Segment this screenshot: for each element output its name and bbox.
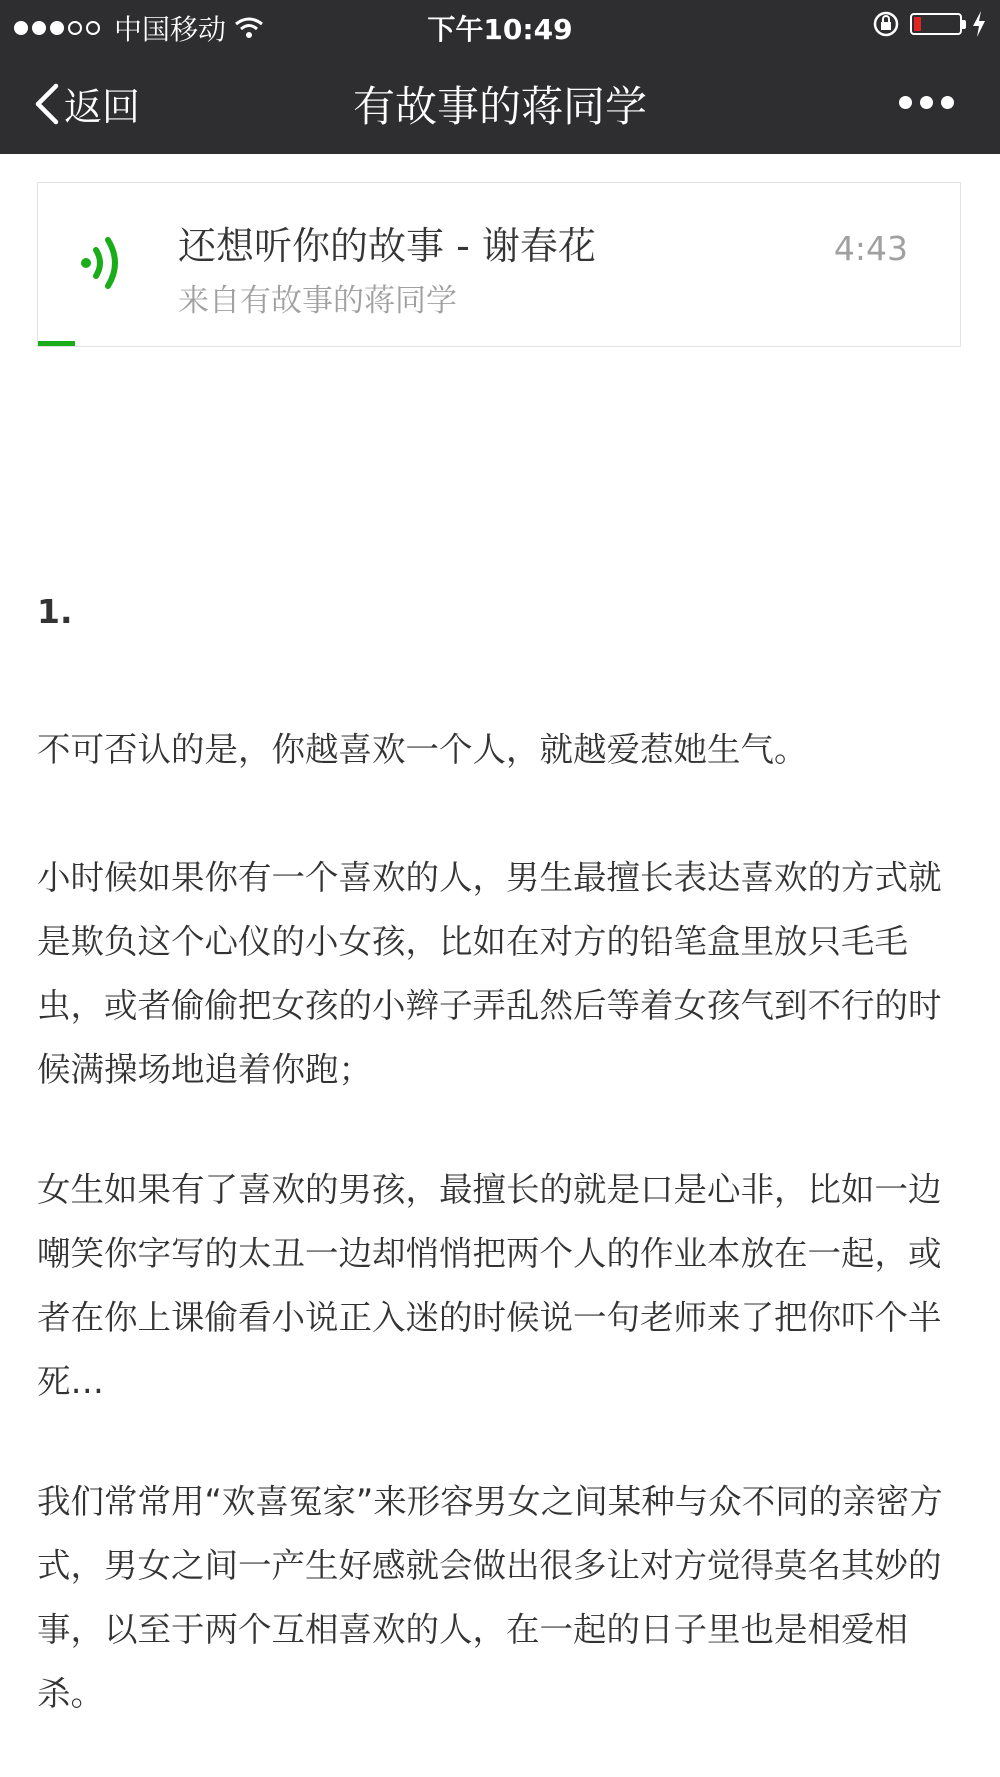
status-time: 下午10:49 (427, 13, 573, 46)
sound-wave-icon (78, 228, 128, 298)
status-bar (0, 0, 1000, 50)
status-right (872, 10, 986, 38)
audio-title: 还想听你的故事 - 谢春花 (178, 224, 596, 268)
audio-duration: 4:43 (833, 229, 908, 268)
rotation-lock-icon (872, 10, 900, 38)
article-paragraph: 小时候如果你有一个喜欢的人，男生最擅长表达喜欢的方式就是欺负这个心仪的小女孩，比如在对方的铅笔盒里放只毛毛虫，或者偷偷把女孩的小辫子弄乱然后等着女孩气到不行的时候满操场地追着你跑； (37, 858, 942, 1089)
charging-icon (972, 11, 986, 37)
more-dots-icon[interactable] (899, 96, 954, 109)
back-label: 返回 (64, 85, 141, 129)
audio-source: 来自有故事的蒋同学 (178, 283, 457, 319)
audio-progress-bar (38, 341, 75, 346)
section-heading: 1. (37, 592, 73, 631)
article-paragraph: 不可否认的是，你越喜欢一个人，就越爱惹她生气。 (37, 730, 808, 769)
battery-icon (910, 13, 962, 35)
battery-level (914, 17, 921, 31)
nav-bar (0, 50, 1000, 154)
article-paragraph: 我们常常用“欢喜冤家”来形容男女之间某种与众不同的亲密方式，男女之间一产生好感就会做出很多让对方觉得莫名其妙的事，以至于两个互相喜欢的人，在一起的日子里也是相爱相杀。 (37, 1482, 943, 1713)
page-title: 有故事的蒋同学 (352, 82, 647, 131)
carrier-name: 中国移动 (114, 13, 227, 46)
audio-player-card[interactable] (37, 182, 961, 347)
article-paragraph: 女生如果有了喜欢的男孩，最擅长的就是口是心非，比如一边嘲笑你字写的太丑一边却悄悄把两个人的作业本放在一起，或者在你上课偷看小说正入迷的时候说一句老师来了把你吓个半死… (37, 1170, 942, 1401)
